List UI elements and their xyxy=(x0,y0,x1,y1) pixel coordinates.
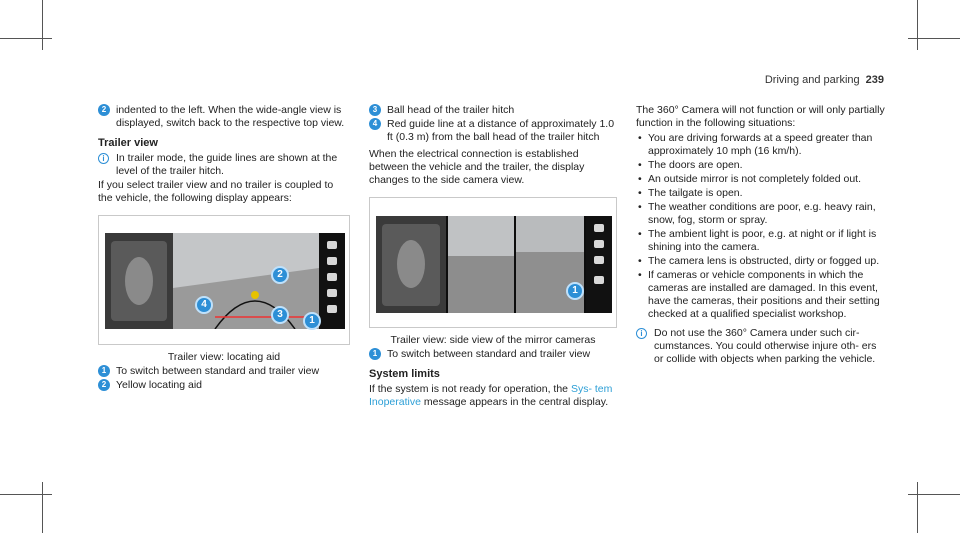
crop-mark xyxy=(908,494,960,495)
figure-caption: Trailer view: locating aid xyxy=(167,351,281,363)
page-number: 239 xyxy=(865,74,884,86)
system-limits-heading: System limits xyxy=(369,368,440,380)
system-inoperative-message: Sys- tem Inoperative xyxy=(369,383,613,408)
list-item: • The camera lens is obstructed, dirty or fogged up. xyxy=(636,255,886,268)
crop-mark xyxy=(0,38,52,39)
callout-number: 1 xyxy=(98,365,110,377)
limits-text-pre: If the system is not ready for operation, the xyxy=(369,383,571,395)
crop-mark xyxy=(42,482,43,533)
list-item-text: Red guide line at a distance of approximately 1.0 ft (0.3 m) from the ball head of the trailer hitch xyxy=(387,118,615,143)
intro-text: The 360° Camera will not function or will only partially function in the following situations: xyxy=(636,104,885,129)
list-item: • The weather conditions are poor, e.g. heavy rain, snow, fog, storm or spray. xyxy=(636,201,886,227)
callout-4: 4 xyxy=(195,296,213,314)
list-item xyxy=(369,348,617,361)
list-item-text: To switch between standard and trailer view xyxy=(387,348,591,360)
trailer-icon[interactable] xyxy=(327,305,337,313)
side-button-bar xyxy=(586,216,612,313)
column-1 xyxy=(98,104,350,393)
system-limits-text xyxy=(369,383,617,409)
list-item: • You are driving forwards at a speed greater than approximately 10 mph (16 km/h). xyxy=(636,132,886,158)
note xyxy=(636,327,886,366)
camera-icon[interactable] xyxy=(594,240,604,248)
trailer-icon[interactable] xyxy=(594,276,604,284)
list-item xyxy=(98,379,350,392)
crop-mark xyxy=(0,494,52,495)
crop-mark xyxy=(42,0,43,50)
list-item: • An outside mirror is not completely folded out. xyxy=(636,173,886,186)
column-3 xyxy=(636,104,886,367)
callout-1: 1 xyxy=(303,312,321,330)
info-icon: i xyxy=(636,328,647,339)
column-2 xyxy=(369,104,617,411)
section-title: Driving and parking xyxy=(764,74,860,86)
list-item xyxy=(98,365,350,378)
callout-number: 1 xyxy=(369,348,381,360)
side-button-bar xyxy=(319,233,345,329)
intro-item xyxy=(98,104,350,130)
car-side-icon[interactable] xyxy=(327,289,337,297)
list-item: • If cameras or vehicle components in which the cameras are installed are damaged. In this event, have the cameras, their positions and their setting checked at a qualified specialist workshop. xyxy=(636,269,886,321)
car-top-icon[interactable] xyxy=(327,273,337,281)
trailer-view-heading: Trailer view xyxy=(98,137,158,149)
list-item-text: To switch between standard and trailer view xyxy=(116,365,320,377)
list-item xyxy=(369,104,617,117)
callout-1: 1 xyxy=(566,282,584,300)
page-header xyxy=(765,74,884,87)
info-icon: i xyxy=(98,153,109,164)
list-item-text: Ball head of the trailer hitch xyxy=(387,104,515,116)
callout-number: 2 xyxy=(98,379,110,391)
note-text: Do not use the 360° Camera under such cir- cumstances. You could otherwise injure oth- ers or collide with objects when parking the vehicle. xyxy=(654,327,877,365)
list-item: • The doors are open. xyxy=(636,159,886,172)
crop-mark xyxy=(917,0,918,50)
callout-number: 2 xyxy=(98,104,110,116)
callout-3: 3 xyxy=(271,306,289,324)
figure-locating-aid xyxy=(98,215,350,345)
list-item xyxy=(369,118,617,144)
situation-list xyxy=(636,132,886,321)
list-item: • The tailgate is open. xyxy=(636,187,886,200)
list-item: • The ambient light is poor, e.g. at night or if light is shining into the camera. xyxy=(636,228,886,254)
intro-text: indented to the left. When the wide-angle view is displayed, switch back to the respective top view. xyxy=(116,104,345,129)
callout-number: 4 xyxy=(369,118,381,130)
parking-icon[interactable] xyxy=(327,241,337,249)
figure-side-view xyxy=(369,197,617,328)
figure-caption: Trailer view: side view of the mirror cameras xyxy=(390,334,596,346)
car-top-icon[interactable] xyxy=(594,256,604,264)
callout-2: 2 xyxy=(271,266,289,284)
limits-text-post: message appears in the central display. xyxy=(420,396,609,408)
crop-mark xyxy=(908,38,960,39)
list-item-text: Yellow locating aid xyxy=(116,379,203,391)
body-text: If you select trailer view and no trailer is coupled to the vehicle, the following display appears: xyxy=(98,179,334,204)
callout-number: 3 xyxy=(369,104,381,116)
note xyxy=(98,152,350,178)
parking-icon[interactable] xyxy=(594,224,604,232)
note-text: In trailer mode, the guide lines are shown at the level of the trailer hitch. xyxy=(116,152,338,177)
body-text: When the electrical connection is established between the vehicle and the trailer, the display changes to the side camera view. xyxy=(369,148,585,186)
crop-mark xyxy=(917,482,918,533)
camera-icon[interactable] xyxy=(327,257,337,265)
